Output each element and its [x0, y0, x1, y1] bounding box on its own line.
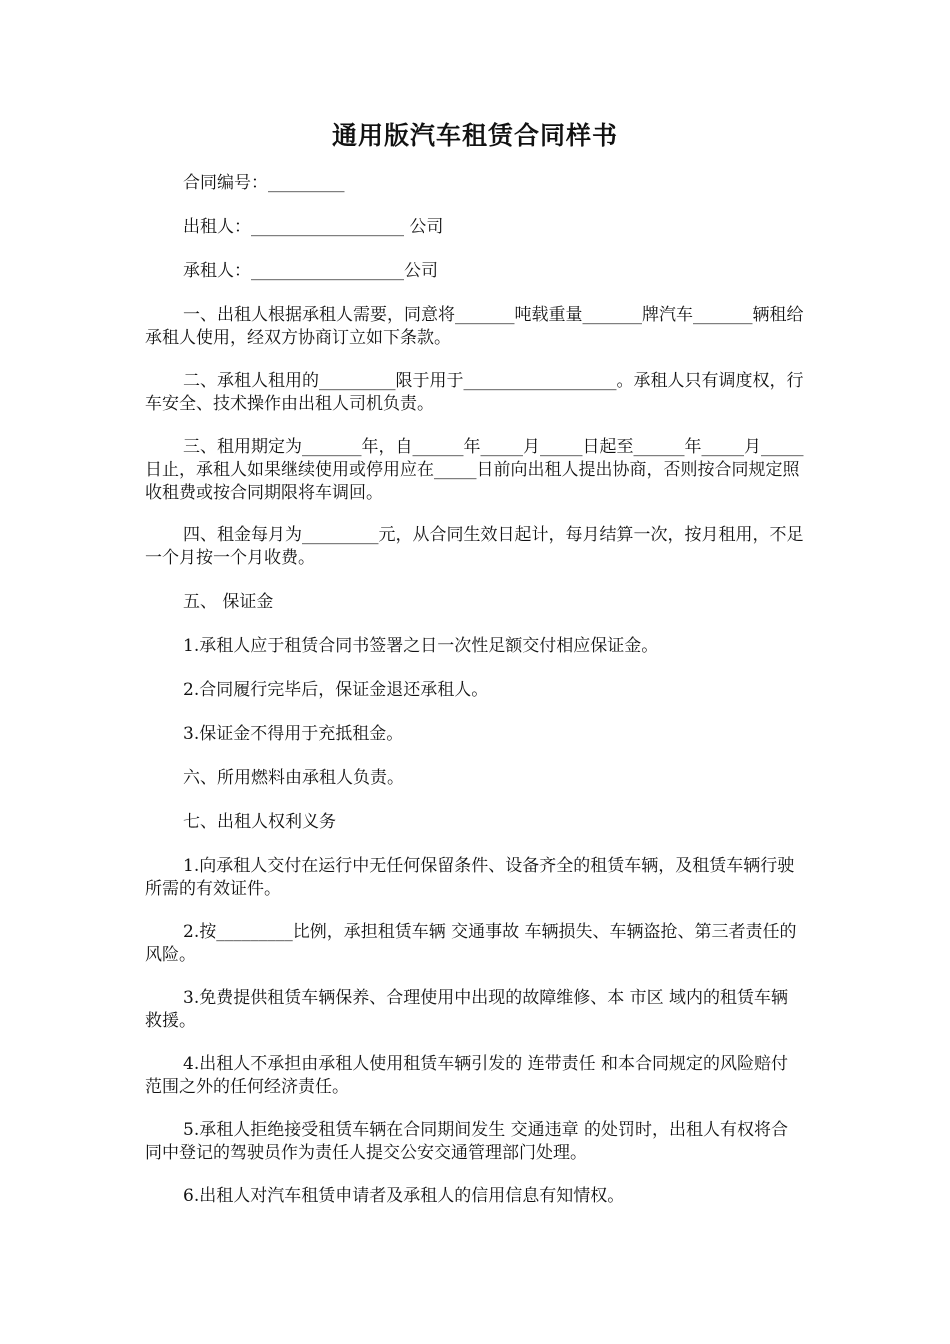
clause-7-heading: 七、出租人权利义务 [183, 812, 336, 832]
document-title: 通用版汽车租赁合同样书 [331, 121, 618, 150]
lessee-line: 承租人：__________________公司 [183, 261, 438, 281]
clause-5-heading: 五、 保证金 [183, 592, 274, 612]
lessor-duty-2: 2.按_________比例，承担租赁车辆 交通事故 车辆损失、车辆盗抢、第三者责任的风险。 [145, 922, 797, 965]
lessor-duty-5: 5.承租人拒绝接受租赁车辆在合同期间发生 交通违章 的处罚时，出租人有权将合同中登记的驾驶员作为责任人提交公安交通管理部门处理。 [145, 1120, 789, 1163]
lessor-duty-3: 3.免费提供租赁车辆保养、合理使用中出现的故障维修、本 市区 域内的租赁车辆救援。 [145, 988, 789, 1031]
lessor-duty-4: 4.出租人不承担由承租人使用租赁车辆引发的 连带责任 和本合同规定的风险赔付范围之外的任何经济责任。 [145, 1054, 789, 1097]
clause-2: 二、承租人租用的_________限于用于__________________。承租人只有调度权，行车安全、技术操作由出租人司机负责。 [145, 371, 804, 414]
clause-4: 四、租金每月为_________元，从合同生效日起计，每月结算一次，按月租用，不足一个月按一个月收费。 [145, 525, 804, 568]
clause-3: 三、租用期定为_______年，自______年_____月_____日起至______年_____月_____日止，承租人如果继续使用或停用应在_____日前向出租人提出协商，否则按合同规定照收租费或按合同期限将车调回。 [145, 437, 804, 503]
clause-6: 六、所用燃料由承租人负责。 [183, 768, 404, 788]
deposit-item-2: 2.合同履行完毕后，保证金退还承租人。 [183, 680, 489, 700]
lessor-duty-6: 6.出租人对汽车租赁申请者及承租人的信用信息有知情权。 [183, 1186, 625, 1206]
lessor-line: 出租人：__________________ 公司 [183, 217, 444, 237]
deposit-item-1: 1.承租人应于租赁合同书签署之日一次性足额交付相应保证金。 [183, 636, 659, 656]
deposit-item-3: 3.保证金不得用于充抵租金。 [183, 724, 404, 744]
clause-1: 一、出租人根据承租人需要，同意将_______吨载重量_______牌汽车_______辆租给承租人使用，经双方协商订立如下条款。 [145, 305, 804, 348]
lessor-duty-1: 1.向承租人交付在运行中无任何保留条件、设备齐全的租赁车辆，及租赁车辆行驶所需的有效证件。 [145, 856, 795, 899]
contract-number: 合同编号：_________ [183, 173, 345, 193]
